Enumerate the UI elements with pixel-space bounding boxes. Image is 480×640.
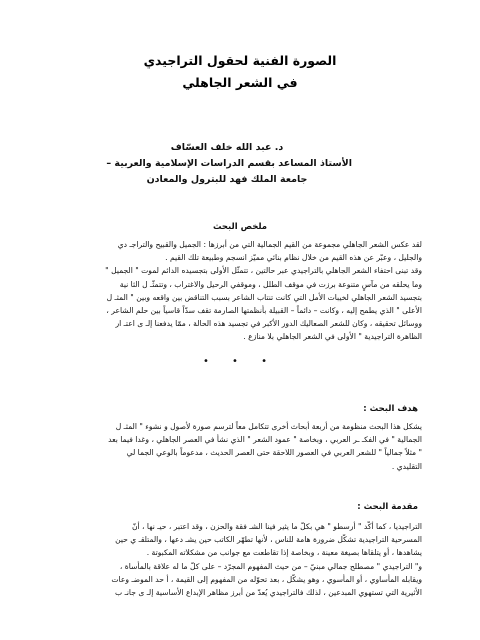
abstract-line: ووسائل تحقيقه ، وكان للشعر الصعاليك الدور الأكبر في تجسيد هذه الحالة ، ممّا يدفعنا إلـ ى اعتـ ار: [115, 319, 422, 329]
title-line-2: في الشعر الجاهلي: [182, 75, 298, 90]
intro-line: الأثيرية التي تستهوي المبدعين ، لذلك فالتراجيدي يُعدّ من أبرز مظاهر الإبداع الأساسية إلـ ى جانـ ب: [115, 588, 422, 598]
goal-line: الجمالية " في الفكـ ـر العربي ، وبخاصة " عمود الشعر " الذي نشأ في العصر الجاهلي ، وغدا فيما بعد: [108, 435, 422, 445]
intro-heading: مقدمة البحث :: [357, 502, 418, 512]
section-separator: • • •: [202, 356, 278, 367]
goal-line: " مثلاً جمالياً " للشعر العربي في العصور اللاحقة حتى العصر الحديث ، مدعوماً بالوعي الجما لي: [126, 448, 422, 458]
abstract-line: الظاهرة التراجيدية " الأولى في الشعر الجاهلي بلا منازع .: [243, 332, 422, 342]
author-block: [102, 140, 352, 188]
intro-paragraph: [52, 520, 422, 599]
goal-line: يشكل هذا البحث منظومة من أربعة أبحاث أخرى تتكامل معاً لترسم صورة لأصول و نشوء " المثـ ل: [115, 422, 422, 431]
author-position: الأستاذ المساعد بقسم الدراسات الإسلامية والعربية –: [106, 158, 352, 169]
intro-line: و" التراجيدي " مصطلح جمالي مبنيّ – من حيث المفهوم المجرّد – على كلّ ما له علاقة بالمأساة ،: [119, 561, 422, 571]
abstract-line: وقد تبنى احتفاء الشعر الجاهلي بالتراجيدي عبر حالتين ، تتمثّل الأولى بتجسيده الدائم لموت " الجميل ": [105, 266, 422, 276]
author-university: جامعة الملك فهد للبترول والمعادن: [146, 174, 308, 185]
intro-line: يشاهدها ، أو يتلقاها بصيغة معينة ، وبخاصة إذا تقاطعت مع جوانب من مشكلاته المكبوتة .: [146, 548, 422, 558]
abstract-heading: ملخص البحث: [212, 222, 268, 232]
goal-line: التقليدي .: [391, 461, 422, 471]
abstract-line: وما يحلقه من مآسٍ متنوعة برزت في موقف الطلل ، وموقفي الرحيل والاغتراب ، وتتمثّـ ل الثا نية: [119, 279, 422, 289]
abstract-paragraph: [52, 238, 422, 344]
intro-line: المسرحية التراجيدية تشكّل ضرورة هامة للناس ، لأنها تطهّر الكاتب حين يشـ دعها ، والمتلقـ ي حين: [115, 535, 422, 545]
title-block: [0, 50, 480, 94]
title-line-1: الصورة الفنية لحقول التراجيدي: [143, 53, 337, 68]
abstract-line: بتجسيد الشعر الجاهلي لخيبات الأمل التي كانت تنتاب الشاعر بسبب التناقض بين واقعه وبين " المثـ ل: [106, 292, 422, 302]
goal-heading: هدف البحث :: [363, 404, 418, 414]
abstract-line: الأعلى " الذي يطمح إليه ، وكانت – دائماً – القبيلة بأنظمتها الصارمة تقف سدّاً قاسياً بين حلم الشاعر ،: [106, 306, 422, 316]
intro-line: التراجيديا ، كما أكّد " أرسطو " هي بكلّ ما يثير فينا الشـ فقة والحزن ، وقد اعتبر ، حيـ نها ، أنّ: [131, 522, 422, 531]
intro-line: ويقابله المأساوي ، أو المأسوي ، وهو يشكّل ، بعد تحوّله من المفهوم إلى القيمة ، أ حد الموضـ وعات: [111, 574, 422, 584]
goal-paragraph: [52, 420, 422, 473]
author-name: د. عبد الله خلف العسّاف: [170, 142, 284, 153]
abstract-line: والجليل ، وعبّر عن هذه القيم من خلال نظام بنائي مميّز انسجم وطبيعة تلك القيم .: [165, 253, 422, 263]
abstract-line: لقد عكس الشعر الجاهلي مجموعة من القيم الجمالية التي من أبرزها : الجميل والقبيح والتراجـ دي: [117, 240, 422, 249]
